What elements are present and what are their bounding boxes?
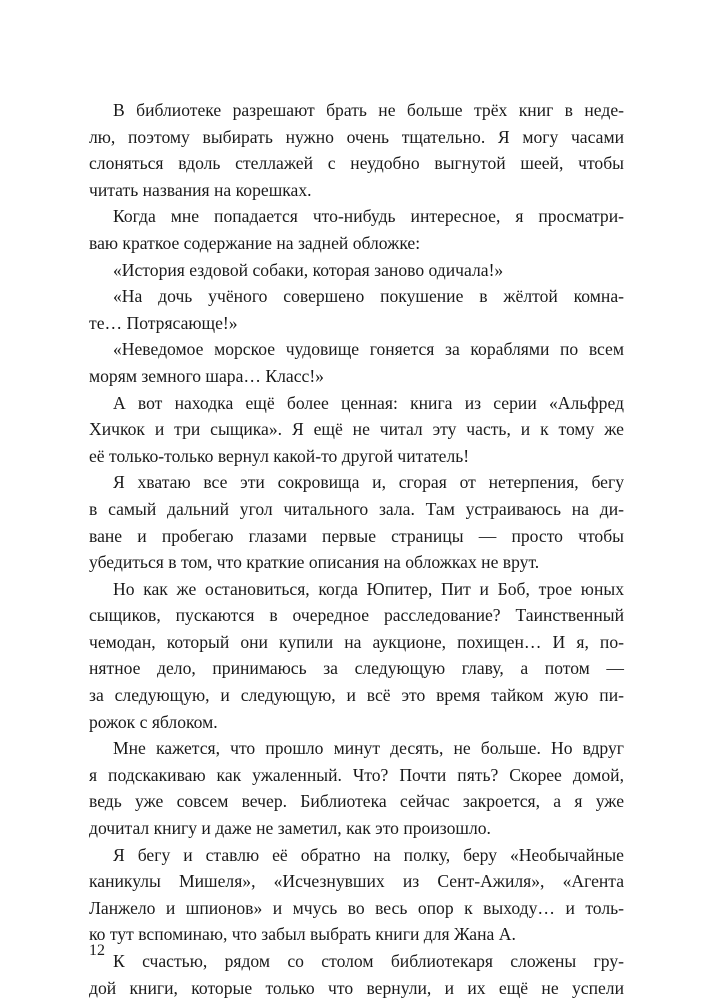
text-line: слоняться вдоль стеллажей с неудобно выгнутой шеей, чтобы [89,153,624,174]
text-line: «Неведомое морское чудовище гоняется за кораблями по всем [113,339,624,360]
text-line: ваю краткое содержание на задней обложке: [89,232,421,253]
text-line: К счастью, рядом со столом библиотекаря сложены гру- [113,951,624,971]
text-line: Но как же остановиться, когда Юпитер, Пит и Боб, трое юных [113,578,624,599]
page-number: 12 [89,942,105,959]
text-line: «На дочь учёного совершено покушение в жёлтой комна- [113,286,624,307]
text-line: Я хватаю все эти сокровища и, сгорая от нетерпения, бегу [113,472,624,493]
body-text [89,97,624,1001]
text-line: её только-только вернул какой-то другой читатель! [89,445,470,466]
text-line: ведь уже совсем вечер. Библиотека сейчас закроется, а я уже [89,791,624,812]
text-line: А вот находка ещё более ценная: книга из серии «Альфред [113,392,624,413]
text-line: Хичкок и три сыщика». Я ещё не читал эту часть, и к тому же [89,419,624,440]
text-line: Мне кажется, что прошло минут десять, не больше. Но вдруг [113,738,624,759]
text-line: убедиться в том, что краткие описания на обложках не врут. [89,552,540,573]
text-line: лю, поэтому выбирать нужно очень тщательно. Я могу часами [89,126,624,147]
text-line: морям земного шара… Класс!» [89,365,324,386]
text-line: в самый дальний угол читального зала. Там устраиваюсь на ди- [89,498,624,519]
text-line: дой книги, которые только что вернули, и их ещё не успели [89,977,624,998]
text-line: ване и пробегаю глазами первые страницы — просто чтобы [89,525,624,546]
text-line: чемодан, который они купили на аукционе, похищен… И я, по- [89,631,624,652]
text-line: «История ездовой собаки, которая заново одичала!» [113,259,504,280]
text-line: читать названия на корешках. [89,179,312,200]
text-line: Я бегу и ставлю её обратно на полку, беру «Необычайные [113,844,624,865]
text-line: сыщиков, пускаются в очередное расследование? Таинственный [89,605,624,626]
text-line: В библиотеке разрешают брать не больше трёх книг в неде- [113,100,624,120]
text-line: Ланжело и шпионов» и мчусь во весь опор к выходу… и толь- [89,897,624,918]
text-line: рожок с яблоком. [89,711,218,732]
text-line: Когда мне попадается что-нибудь интересное, я просматри- [113,206,624,227]
text-line: каникулы Мишеля», «Исчезнувших из Сент-Ажиля», «Агента [89,871,624,892]
text-line: ко тут вспоминаю, что забыл выбрать книги для Жана А. [89,924,516,945]
text-line: я подскакиваю как ужаленный. Что? Почти пять? Скорее домой, [89,764,624,785]
text-line: те… Потрясающе!» [89,312,238,333]
text-line: дочитал книгу и даже не заметил, как это произошло. [89,818,491,839]
text-line: за следующую, и следующую, и всё это время тайком жую пи- [89,685,624,706]
text-line: нятное дело, принимаюсь за следующую главу, а потом — [89,658,624,679]
